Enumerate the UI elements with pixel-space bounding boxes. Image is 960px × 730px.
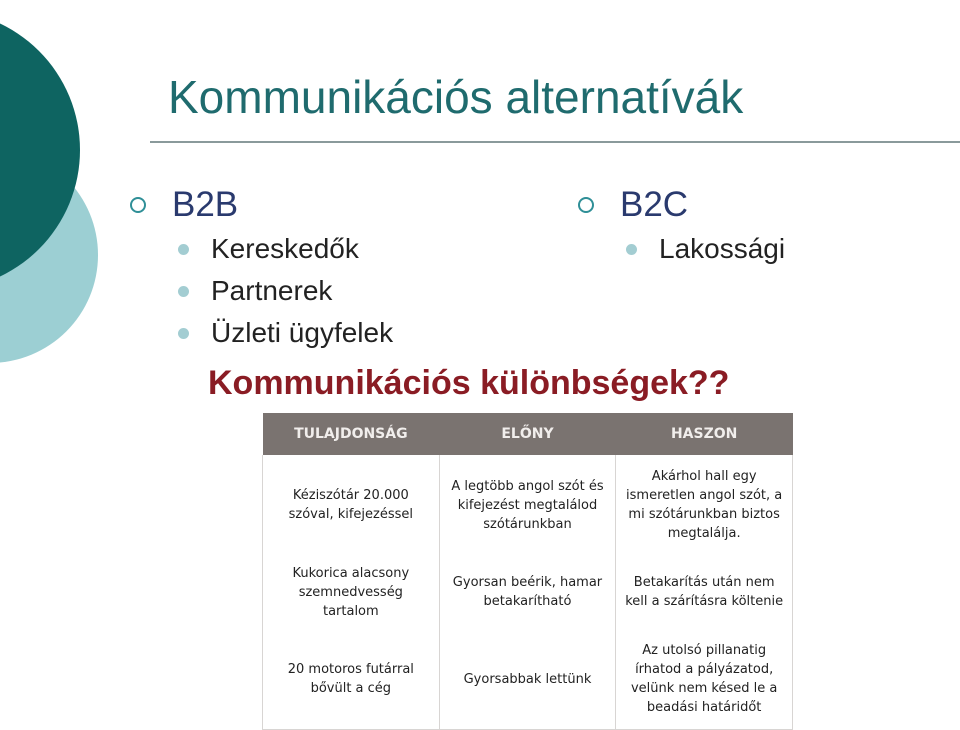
table-cell: Gyorsabbak lettünk — [439, 629, 616, 730]
b2c-column — [574, 182, 785, 270]
b2b-item-label: Partnerek — [211, 275, 333, 306]
comparison-table — [262, 413, 793, 730]
table-row — [263, 555, 793, 629]
dot-bullet-icon — [178, 328, 189, 339]
column-header-advantage: ELŐNY — [439, 413, 616, 455]
list-item — [178, 270, 393, 312]
dot-bullet-icon — [626, 244, 637, 255]
dot-bullet-icon — [178, 244, 189, 255]
b2b-heading-row — [126, 182, 393, 228]
column-header-benefit: HASZON — [616, 413, 793, 455]
b2b-item-label: Kereskedők — [211, 233, 359, 264]
dot-bullet-icon — [178, 286, 189, 297]
list-item — [178, 312, 393, 354]
table-row — [263, 455, 793, 555]
table-cell: Kéziszótár 20.000 szóval, kifejezéssel — [263, 455, 440, 555]
b2c-heading-row — [574, 182, 785, 228]
table-row — [263, 629, 793, 730]
table-cell: Kukorica alacsony szemnedvesség tartalom — [263, 555, 440, 629]
title-divider — [150, 141, 960, 143]
b2b-item-label: Üzleti ügyfelek — [211, 317, 394, 348]
slide-subtitle: Kommunikációs különbségek?? — [208, 364, 730, 402]
table-cell: Betakarítás után nem kell a szárításra költenie — [616, 555, 793, 629]
decor-circle-dark — [0, 10, 80, 290]
b2b-column — [126, 182, 393, 354]
list-item — [178, 228, 393, 270]
table-cell: 20 motoros futárral bővült a cég — [263, 629, 440, 730]
ring-bullet-icon — [130, 197, 146, 213]
list-item — [626, 228, 785, 270]
b2c-item-label: Lakossági — [659, 233, 786, 264]
table-cell: Gyorsan beérik, hamar betakarítható — [439, 555, 616, 629]
slide-title: Kommunikációs alternatívák — [168, 71, 744, 123]
column-header-property: TULAJDONSÁG — [263, 413, 440, 455]
table-cell: Az utolsó pillanatig írhatod a pályázatod, velünk nem késed le a beadási határidőt — [616, 629, 793, 730]
b2c-heading: B2C — [620, 185, 689, 224]
decor-circle-light — [0, 147, 98, 363]
table-cell: Akárhol hall egy ismeretlen angol szót, a mi szótárunkban biztos megtalálja. — [616, 455, 793, 555]
table-cell: A legtöbb angol szót és kifejezést megtalálod szótárunkban — [439, 455, 616, 555]
b2b-heading: B2B — [172, 185, 239, 224]
ring-bullet-icon — [578, 197, 594, 213]
table-header-row — [263, 413, 793, 455]
